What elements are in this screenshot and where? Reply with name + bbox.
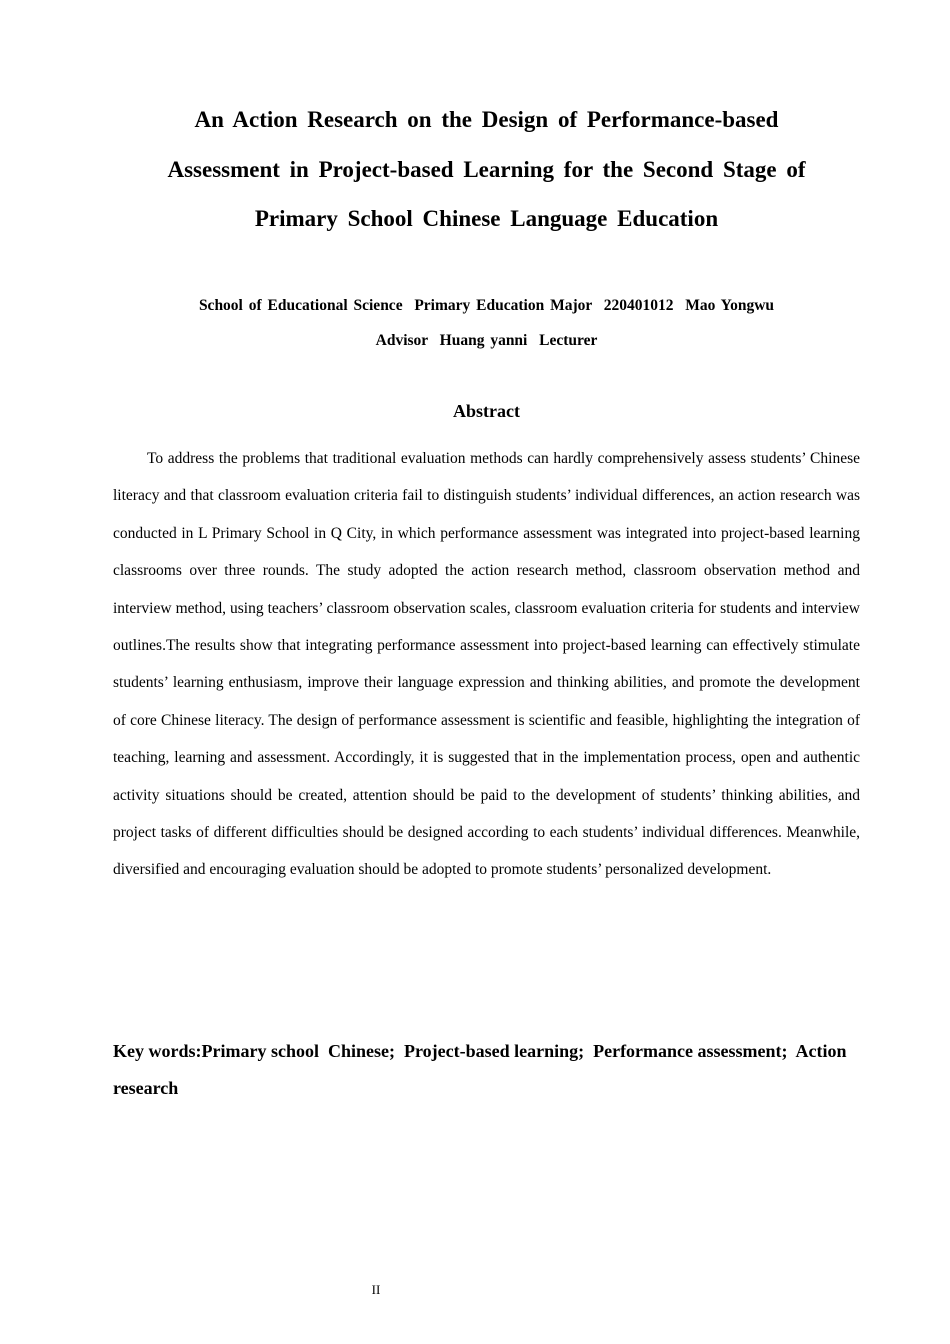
abstract-heading: Abstract xyxy=(453,401,520,421)
abstract-body: To address the problems that traditional evaluation methods can hardly comprehensively assess students’ Chinese literacy and that classroom evaluation criteria fail to distinguish students’ individual differences, an action research was conducted in L Primary School in Q City, in which performance assessment was integrated into project-based learning classrooms over three rounds. The study adopted the action research method, classroom observation method and interview method, using teachers’ classroom observation scales, classroom evaluation criteria for students and interview outlines.The results show that integrating performance assessment into project-based learning can effectively stimulate students’ learning enthusiasm, improve their language expression and thinking abilities, and promote the development of core Chinese literacy. The design of performance assessment is scientific and feasible, highlighting the integration of teaching, learning and assessment. Accordingly, it is suggested that in the implementation process, open and authentic activity situations should be created, attention should be paid to the development of students’ thinking abilities, and project tasks of different difficulties should be designed according to each students’ individual differences. Meanwhile, diversified and encouraging evaluation should be adopted to promote students’ personalized development. xyxy=(113,450,860,879)
page-number: II xyxy=(371,1282,381,1297)
paper-title xyxy=(140,95,833,244)
paper-title-line-3: Primary School Chinese Language Education xyxy=(254,206,719,231)
author-affiliation-line: School of Educational Science Primary Education Major 220401012 Mao Yongwu xyxy=(198,297,775,314)
paper-title-line-1: An Action Research on the Design of Performance-based xyxy=(194,107,779,132)
keywords: Key words:Primary school Chinese; Project-based learning; Performance assessment; Action research xyxy=(113,1041,852,1098)
author-info xyxy=(113,288,860,358)
advisor-line: Advisor Huang yanni Lecturer xyxy=(375,332,598,349)
paper-title-line-2: Assessment in Project-based Learning for the Second Stage of xyxy=(167,156,806,182)
